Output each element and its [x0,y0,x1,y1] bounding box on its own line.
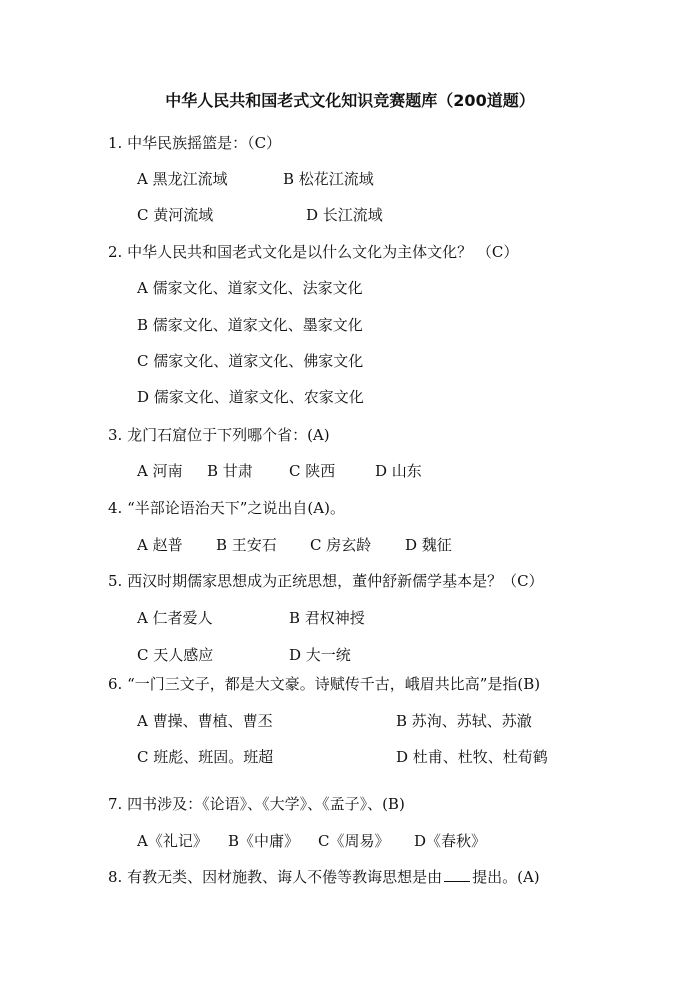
q7-option-b: B《中庸》 [228,832,300,850]
q5-option-d: D 大一统 [289,646,351,664]
question-8 [108,866,540,887]
q4-option-c: C 房玄龄 [310,536,372,554]
q4-option-a: A 赵普 [137,536,183,554]
q7-option-c: C《周易》 [318,832,390,850]
q4-option-b: B 王安石 [216,536,277,554]
question-8-text-before: 8. 有教无类、因材施教、诲人不倦等教诲思想是由 [108,868,443,886]
q7-option-d: D《春秋》 [414,832,487,850]
q3-option-d: D 山东 [375,462,422,480]
question-1: 1. 中华民族摇篮是：（C） [108,134,282,152]
question-4: 4. “半部论语治天下”之说出自(A)。 [108,499,345,517]
q1-option-a: A 黑龙江流域 [137,170,228,188]
q3-option-c: C 陕西 [289,462,336,480]
question-3: 3. 龙门石窟位于下列哪个省：(A) [108,426,330,444]
q6-option-a: A 曹操、曹植、曹丕 [137,712,273,730]
q1-option-c: C 黄河流域 [137,206,214,224]
q5-option-a: A 仁者爱人 [137,609,213,627]
q2-option-b: B 儒家文化、道家文化、墨家文化 [137,316,363,334]
question-7: 7. 四书涉及：《论语》、《大学》、《孟子》、(B) [108,795,405,813]
answer-blank [444,869,470,882]
question-6: 6. “一门三文子，都是大文豪。诗赋传千古，峨眉共比高”是指(B) [108,675,541,693]
question-5: 5. 西汉时期儒家思想成为正统思想，董仲舒新儒学基本是？（C） [108,572,544,590]
q4-option-d: D 魏征 [405,536,452,554]
q1-option-b: B 松花江流域 [283,170,374,188]
q2-option-c: C 儒家文化、道家文化、佛家文化 [137,352,364,370]
q3-option-a: A 河南 [137,462,183,480]
q3-option-b: B 甘肃 [207,462,253,480]
question-2: 2. 中华人民共和国老式文化是以什么文化为主体文化？ （C） [108,243,519,261]
q6-option-b: B 苏洵、苏轼、苏澈 [396,712,532,730]
q2-option-d: D 儒家文化、道家文化、农家文化 [137,388,364,406]
q1-option-d: D 长江流域 [306,206,383,224]
page-title: 中华人民共和国老式文化知识竞赛题库（200道题） [165,91,535,110]
q6-option-c: C 班彪、班固。班超 [137,748,274,766]
q5-option-b: B 君权神授 [289,609,365,627]
q6-option-d: D 杜甫、杜牧、杜荀鹤 [396,748,548,766]
q7-option-a: A《礼记》 [137,832,208,850]
q5-option-c: C 天人感应 [137,646,214,664]
q2-option-a: A 儒家文化、道家文化、法家文化 [137,279,363,297]
question-8-text-after: 提出。(A) [472,868,540,886]
